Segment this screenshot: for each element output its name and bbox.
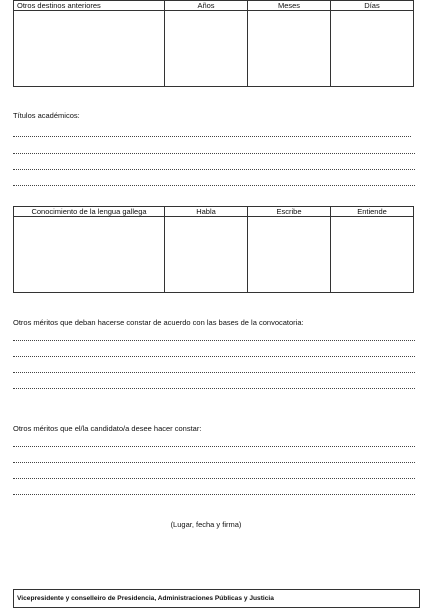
meses-cell[interactable]: [248, 11, 331, 87]
header-entiende: Entiende: [331, 207, 414, 217]
escribe-cell[interactable]: [248, 217, 331, 293]
header-dias: Días: [331, 1, 414, 11]
meritos-bases-line-2[interactable]: [13, 356, 415, 357]
meritos-bases-line-1[interactable]: [13, 340, 415, 341]
meritos-candidato-line-1[interactable]: [13, 446, 415, 447]
footer-department: Vicepresidente y conselleiro de Presidencia, Administraciones Públicas y Justicia: [13, 589, 420, 608]
header-habla: Habla: [165, 207, 248, 217]
titulos-line-4[interactable]: [13, 185, 415, 186]
titulos-line-3[interactable]: [13, 169, 415, 170]
anos-cell[interactable]: [165, 11, 248, 87]
header-meses: Meses: [248, 1, 331, 11]
header-conocimiento-lengua: Conocimiento de la lengua gallega: [14, 207, 165, 217]
titulos-line-1[interactable]: [13, 136, 411, 137]
destinos-table: [13, 0, 414, 87]
meritos-candidato-line-3[interactable]: [13, 478, 415, 479]
meritos-bases-line-4[interactable]: [13, 388, 415, 389]
titulos-label: Títulos académicos:: [13, 111, 80, 120]
header-escribe: Escribe: [248, 207, 331, 217]
lengua-table: [13, 206, 414, 293]
conocimiento-cell[interactable]: [14, 217, 165, 293]
destinos-cell[interactable]: [14, 11, 165, 87]
otros-meritos-bases-label: Otros méritos que deban hacerse constar de acuerdo con las bases de la convocatoria:: [13, 318, 304, 327]
titulos-line-2[interactable]: [13, 153, 415, 154]
header-otros-destinos: Otros destinos anteriores: [14, 1, 165, 11]
header-anos: Años: [165, 1, 248, 11]
meritos-bases-line-3[interactable]: [13, 372, 415, 373]
otros-meritos-candidato-label: Otros méritos que el/la candidato/a desee hacer constar:: [13, 424, 202, 433]
habla-cell[interactable]: [165, 217, 248, 293]
dias-cell[interactable]: [331, 11, 414, 87]
entiende-cell[interactable]: [331, 217, 414, 293]
meritos-candidato-line-2[interactable]: [13, 462, 415, 463]
meritos-candidato-line-4[interactable]: [13, 494, 415, 495]
signature-label: (Lugar, fecha y firma): [170, 520, 242, 529]
